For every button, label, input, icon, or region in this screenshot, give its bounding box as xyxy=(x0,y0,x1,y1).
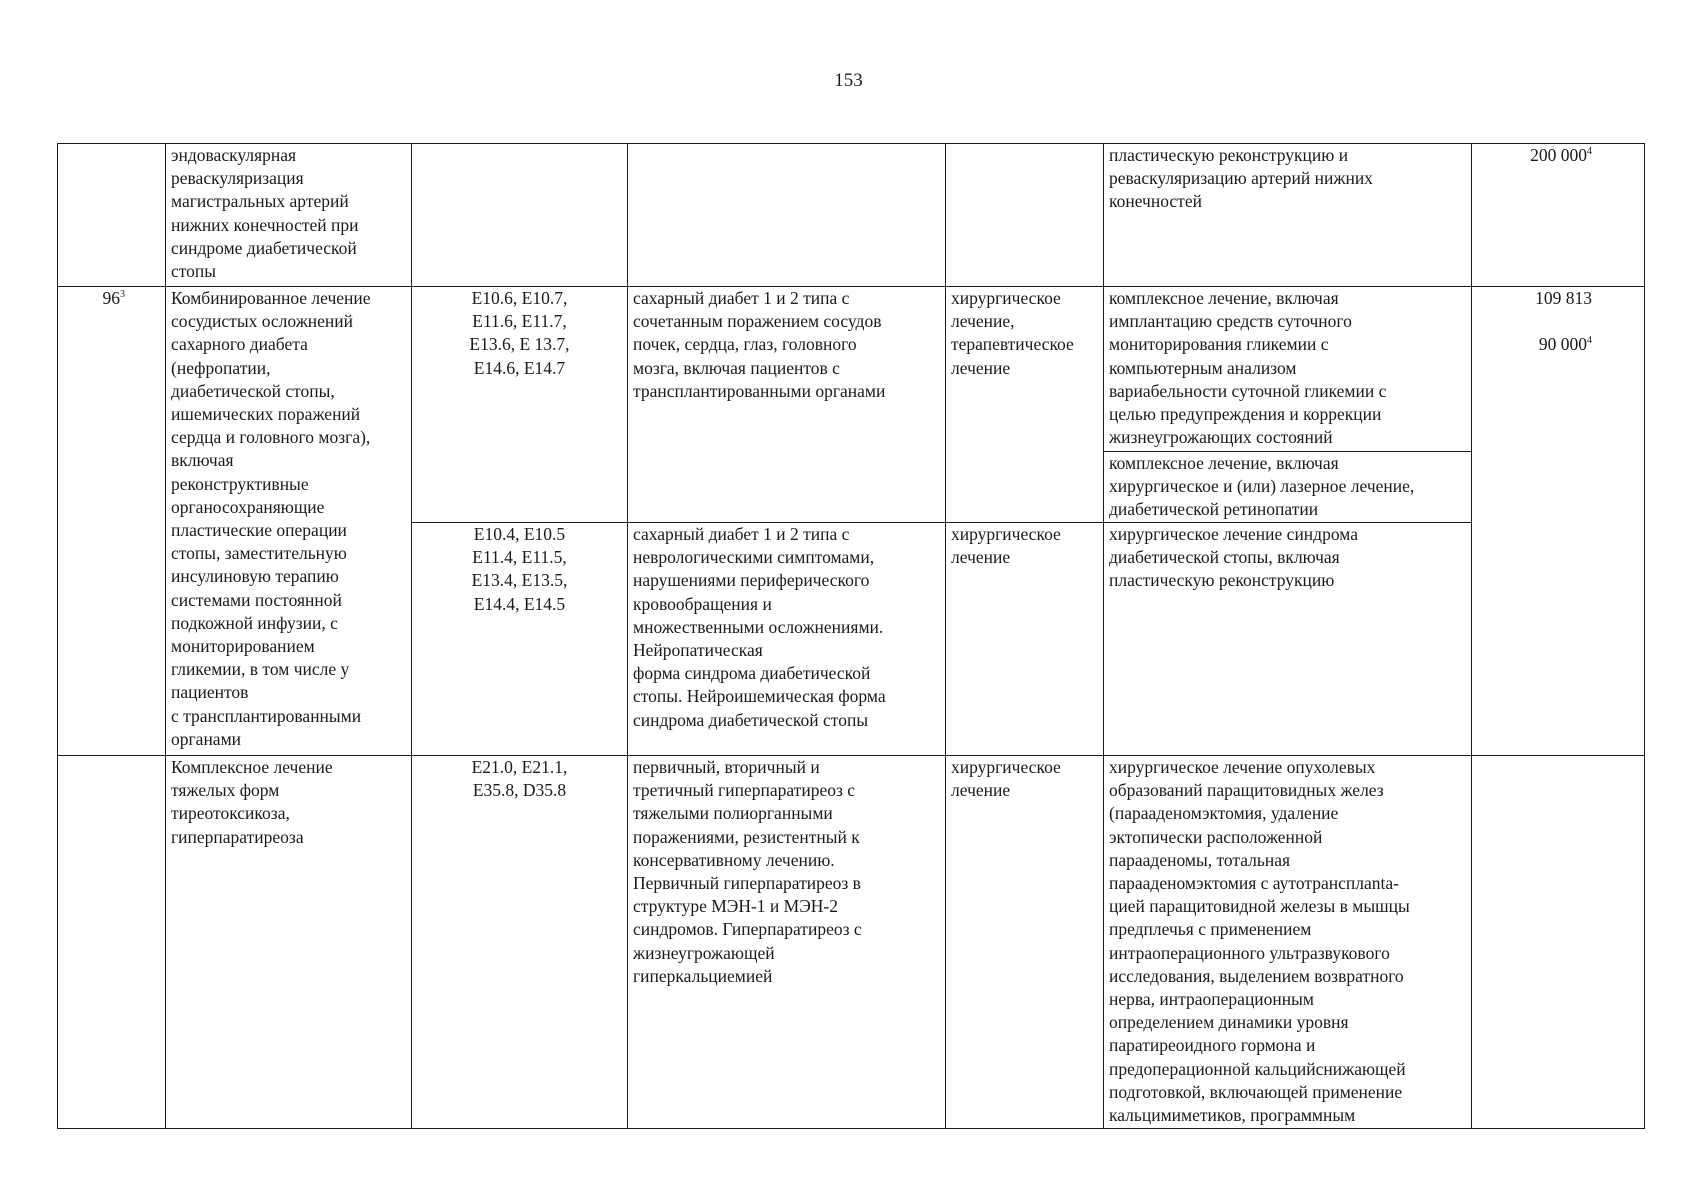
treatment-description-cell xyxy=(1104,144,1472,287)
row-number-cell xyxy=(58,756,166,1129)
text-line: Комплексное лечение xyxy=(171,757,333,777)
text-line: Комбинированное лечение xyxy=(171,288,371,308)
text-line: инсулиновую терапию xyxy=(171,566,339,587)
text-line: терапевтическое xyxy=(951,334,1074,355)
text-line: почек, сердца, глаз, головного xyxy=(633,334,857,355)
price-cell xyxy=(1472,144,1645,287)
text-line: лечение xyxy=(951,357,1011,378)
text-line: реконструктивные xyxy=(171,473,309,494)
text-lines xyxy=(171,756,406,849)
text-line: кальцимиметиков, программным xyxy=(1109,1105,1356,1126)
text-lines xyxy=(633,523,940,732)
text-line: гиперпаратиреоза xyxy=(171,826,304,847)
text-line: E14.6, E14.7 xyxy=(473,357,566,378)
icd-codes-cell xyxy=(412,756,628,1129)
diagnosis-cell xyxy=(628,144,946,287)
price-value: 90 000 xyxy=(1538,334,1587,355)
text-lines xyxy=(1109,756,1466,1127)
diagnosis-cell xyxy=(628,523,946,756)
text-line: структуре МЭН-1 и МЭН-2 xyxy=(633,896,839,917)
text-line: пациентов xyxy=(171,682,249,703)
text-line: цией паращитовидной железы в мышцы xyxy=(1109,896,1410,917)
text-line: сахарный диабет 1 и 2 типа с xyxy=(633,524,850,544)
text-line: нерва, интраоперационным xyxy=(1109,989,1314,1010)
text-line: (нефропатии, xyxy=(171,357,271,378)
text-line: кровообращения и xyxy=(633,593,772,614)
text-lines xyxy=(633,756,940,988)
text-line: стопы xyxy=(171,261,217,282)
text-line: жизнеугрожающей xyxy=(633,942,775,963)
text-line: с трансплантированными xyxy=(171,705,362,726)
text-line: синдрома диабетической стопы xyxy=(633,709,869,730)
text-line: сердца и головного мозга), xyxy=(171,427,371,448)
text-line: органосохраняющие xyxy=(171,496,325,517)
text-lines xyxy=(633,287,940,403)
text-line: компьютерным анализом xyxy=(1109,357,1297,378)
text-line: поражениями, резистентный к xyxy=(633,826,860,847)
text-line: сахарный диабет 1 и 2 типа с xyxy=(633,288,850,308)
text-line: нарушениями периферического xyxy=(633,570,870,591)
text-line: пластическую реконструкцию и xyxy=(1109,145,1349,165)
diagnosis-cell xyxy=(628,756,946,1129)
text-line: парааденомэктомия с аутотрансплanta- xyxy=(1109,873,1399,894)
row-number-cell xyxy=(58,144,166,287)
text-line: определением динамики уровня xyxy=(1109,1012,1349,1033)
text-line: лечение xyxy=(951,780,1011,801)
text-line: E13.6, E 13.7, xyxy=(469,334,570,355)
text-line: неврологическими симптомами, xyxy=(633,547,875,568)
text-line: хирургическое лечение синдрома xyxy=(1109,524,1358,544)
text-line: комплексное лечение, включая xyxy=(1109,453,1339,473)
text-line: интраоперационного ультразвукового xyxy=(1109,942,1390,963)
text-line: диабетической стопы, xyxy=(171,380,335,401)
text-line: E10.6, E10.7, xyxy=(471,288,568,308)
text-line: реваскуляризация xyxy=(171,168,304,189)
text-line: парааденомы, тотальная xyxy=(1109,849,1291,870)
text-lines xyxy=(951,756,1098,802)
text-line: стопы. Нейроишемическая форма xyxy=(633,686,886,707)
price-value: 109 813 xyxy=(1535,288,1592,308)
treatment-method-cell xyxy=(166,756,412,1129)
row-number: 96 xyxy=(102,288,120,308)
footnote-mark: 4 xyxy=(1587,335,1592,347)
text-line: включая xyxy=(171,450,234,471)
text-line: хирургическое xyxy=(951,757,1061,777)
footnote-mark: 4 xyxy=(1587,146,1592,158)
text-line: E35.8, D35.8 xyxy=(472,780,567,801)
text-line: системами постоянной xyxy=(171,589,342,610)
treatment-type-cell xyxy=(946,523,1104,756)
text-lines xyxy=(951,523,1098,569)
text-lines xyxy=(417,287,622,380)
text-line: синдроме диабетической xyxy=(171,237,357,258)
text-line: E21.0, E21.1, xyxy=(471,757,568,777)
treatment-type-cell xyxy=(946,144,1104,287)
text-line: форма синдрома диабетической xyxy=(633,663,871,684)
text-line: подготовкой, включающей применение xyxy=(1109,1081,1403,1102)
text-line: мозга, включая пациентов с xyxy=(633,357,840,378)
text-line: консервативному лечению. xyxy=(633,849,835,870)
treatment-description-cell xyxy=(1104,452,1472,523)
diagnosis-cell xyxy=(628,287,946,523)
text-line: вариабельности суточной гликемии с xyxy=(1109,380,1387,401)
text-line: предоперационной кальцийснижающей xyxy=(1109,1058,1406,1079)
price-value: 200 000 xyxy=(1530,145,1587,165)
text-line: пластические операции xyxy=(171,520,347,541)
text-lines xyxy=(171,287,406,751)
text-line: нижних конечностей при xyxy=(171,214,359,235)
icd-codes-cell xyxy=(412,287,628,523)
treatment-method-cell xyxy=(166,287,412,756)
text-line: предплечья с применением xyxy=(1109,919,1312,940)
text-line: хирургическое лечение опухолевых xyxy=(1109,757,1376,777)
text-line: E11.6, E11.7, xyxy=(472,311,567,332)
row-number-cell xyxy=(58,287,166,756)
text-lines xyxy=(1109,452,1466,522)
icd-codes-cell xyxy=(412,144,628,287)
price-cell xyxy=(1472,287,1645,756)
text-line: сосудистых осложнений xyxy=(171,311,354,332)
medical-care-table xyxy=(57,143,1645,1129)
page-number: 153 xyxy=(834,70,863,91)
text-line: хирургическое и (или) лазерное лечение, xyxy=(1109,476,1415,497)
text-lines xyxy=(417,523,622,616)
text-line: подкожной инфузии, с xyxy=(171,612,338,633)
text-line: паратиреоидного гормона и xyxy=(1109,1035,1316,1056)
treatment-description-cell xyxy=(1104,287,1472,452)
table-row xyxy=(58,756,1645,1129)
text-line: ишемических поражений xyxy=(171,404,361,425)
text-line: магистральных артерий xyxy=(171,191,349,212)
text-line: множественными осложнениями. xyxy=(633,616,884,637)
text-line: мониторирования гликемии с xyxy=(1109,334,1329,355)
text-line: жизнеугрожающих состояний xyxy=(1109,427,1333,448)
text-line: мониторированием xyxy=(171,636,315,657)
text-line: трансплантированными органами xyxy=(633,380,886,401)
text-line: сахарного диабета xyxy=(171,334,308,355)
text-line: тяжелыми полиорганными xyxy=(633,803,833,824)
text-line: E10.4, E10.5 xyxy=(473,524,566,544)
text-lines xyxy=(1109,523,1466,593)
text-line: хирургическое xyxy=(951,524,1061,544)
footnote-mark: 3 xyxy=(120,289,125,301)
treatment-description-cell xyxy=(1104,756,1472,1129)
text-line: синдромов. Гиперпаратиреоз с xyxy=(633,919,862,940)
text-line: эндоваскулярная xyxy=(171,145,297,165)
text-line: конечностей xyxy=(1109,191,1202,212)
text-line: E13.4, E13.5, xyxy=(471,570,568,591)
text-line: первичный, вторичный и xyxy=(633,757,820,777)
text-line: пластическую реконструкцию xyxy=(1109,570,1335,591)
text-line: E11.4, E11.5, xyxy=(472,547,567,568)
text-line: сочетанным поражением сосудов xyxy=(633,311,882,332)
text-line: стопы, заместительную xyxy=(171,543,347,564)
text-line: гликемии, в том числе у xyxy=(171,659,350,680)
table-row xyxy=(58,144,1645,287)
text-line: Нейропатическая xyxy=(633,640,763,661)
text-line: реваскуляризацию артерий нижних xyxy=(1109,168,1373,189)
text-line: гиперкальциемией xyxy=(633,965,773,986)
text-line: исследования, выделением возвратного xyxy=(1109,965,1404,986)
treatment-type-cell xyxy=(946,287,1104,523)
text-line: хирургическое xyxy=(951,288,1061,308)
text-line: лечение, xyxy=(951,311,1015,332)
text-lines xyxy=(171,144,406,283)
text-line: органами xyxy=(171,728,242,749)
treatment-description-cell xyxy=(1104,523,1472,756)
price-cell xyxy=(1472,756,1645,1129)
text-line: (парааденомэктомия, удаление xyxy=(1109,803,1339,824)
text-line: комплексное лечение, включая xyxy=(1109,288,1339,308)
text-line: образований паращитовидных желез xyxy=(1109,780,1384,801)
text-lines xyxy=(951,287,1098,380)
text-line: диабетической ретинопатии xyxy=(1109,499,1319,520)
treatment-method-cell xyxy=(166,144,412,287)
icd-codes-cell xyxy=(412,523,628,756)
text-line: тиреотоксикоза, xyxy=(171,803,290,824)
text-lines xyxy=(1109,287,1466,449)
text-line: эктопически расположенной xyxy=(1109,826,1323,847)
text-line: тяжелых форм xyxy=(171,780,280,801)
text-lines xyxy=(417,756,622,802)
text-line: имплантацию средств суточного xyxy=(1109,311,1352,332)
text-line: диабетической стопы, включая xyxy=(1109,547,1340,568)
text-line: третичный гиперпаратиреоз с xyxy=(633,780,856,801)
text-line: E14.4, E14.5 xyxy=(473,593,566,614)
text-lines xyxy=(1109,144,1466,214)
table-row xyxy=(58,287,1645,452)
text-line: Первичный гиперпаратиреоз в xyxy=(633,873,861,894)
text-line: целью предупреждения и коррекции xyxy=(1109,404,1382,425)
text-line: лечение xyxy=(951,547,1011,568)
treatment-type-cell xyxy=(946,756,1104,1129)
